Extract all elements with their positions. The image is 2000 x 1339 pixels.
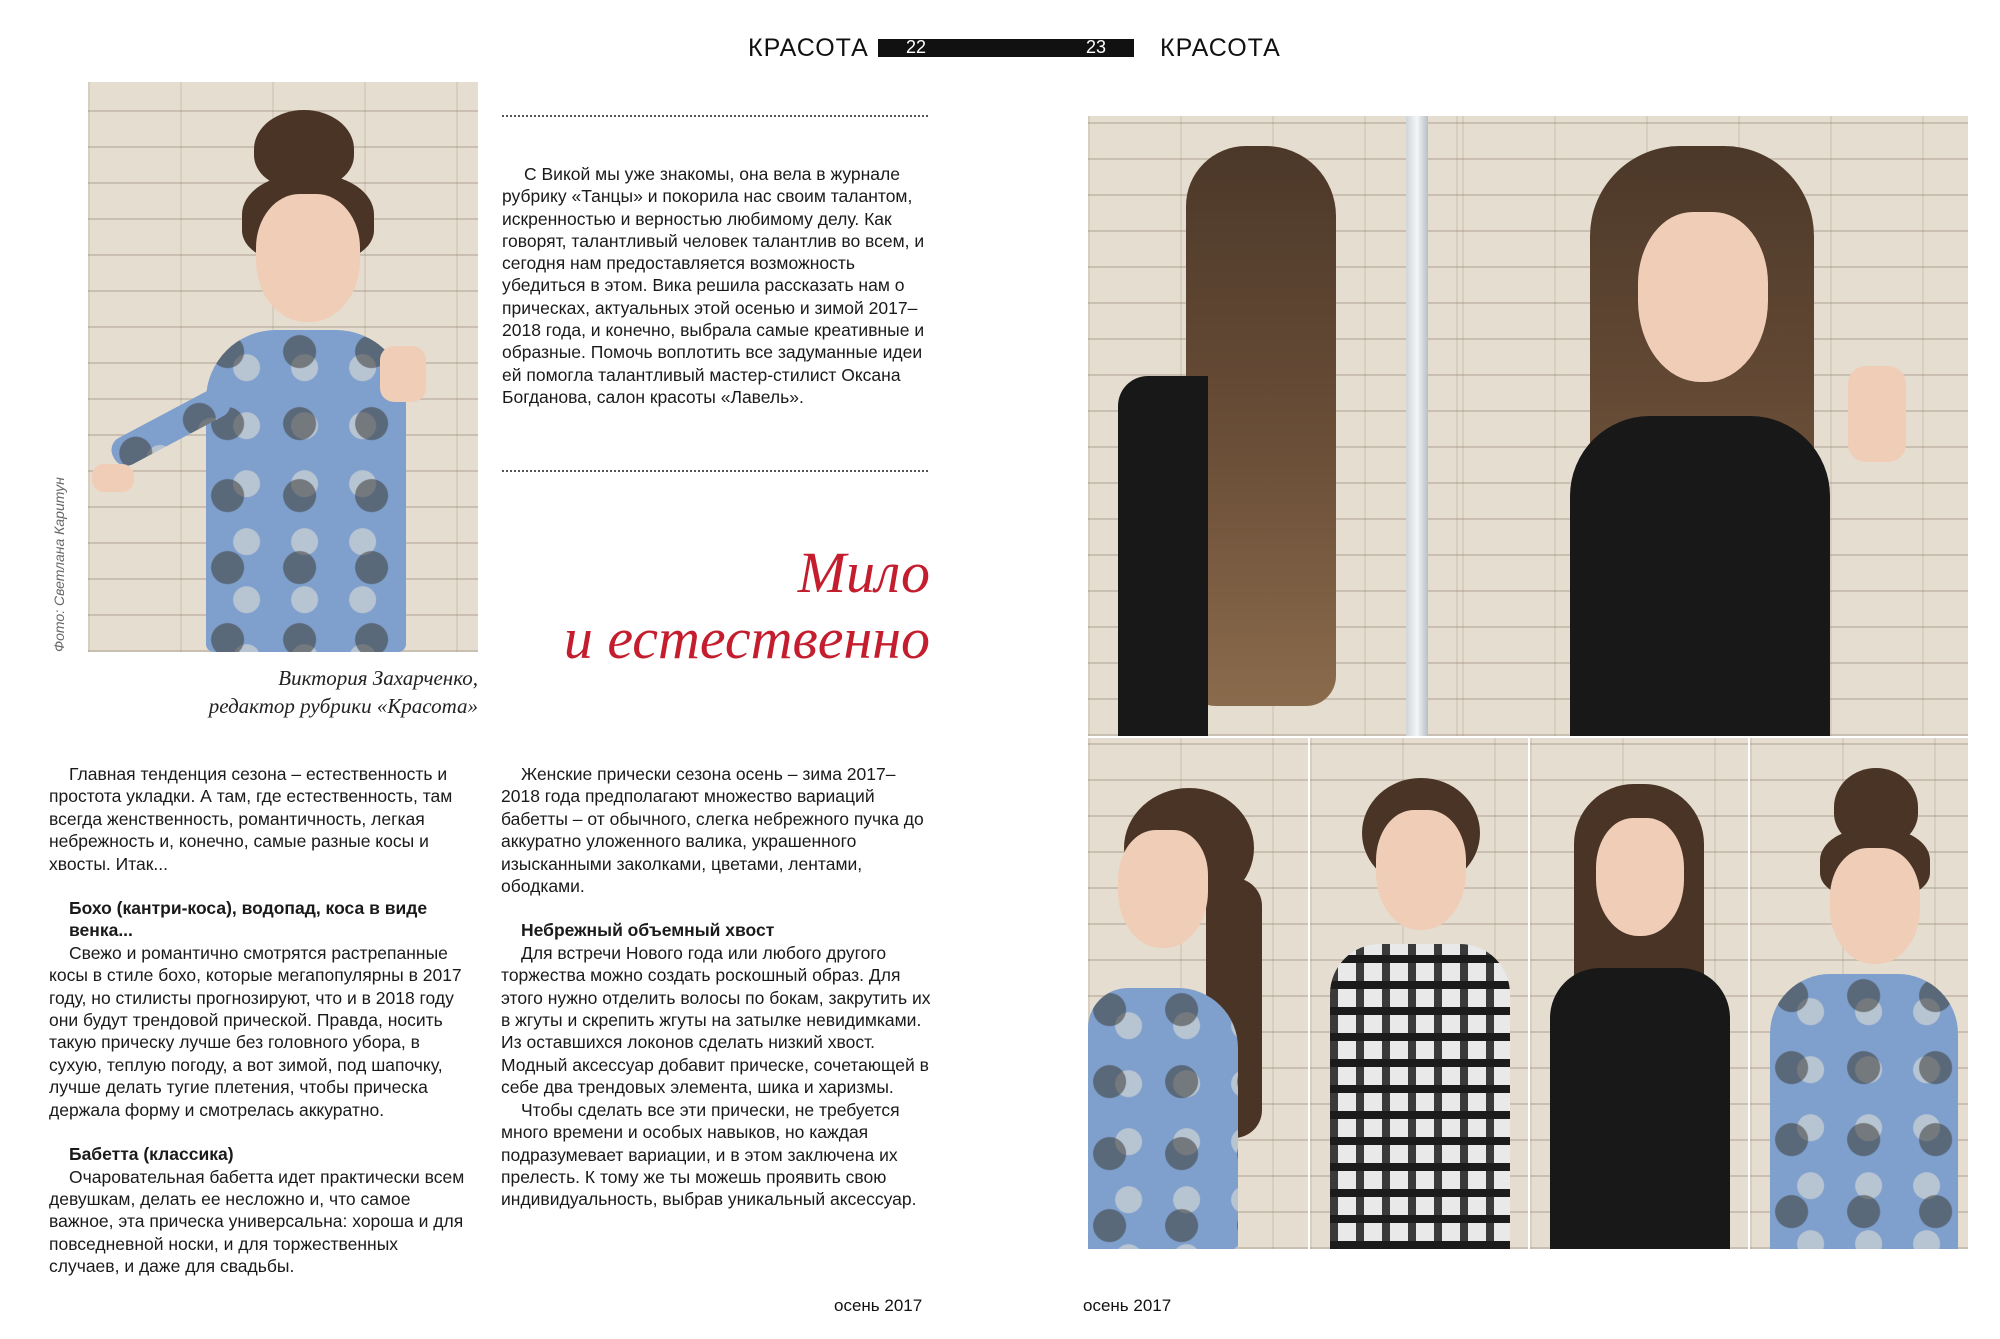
article-title <box>560 540 930 672</box>
page-number-left: 22 <box>906 37 927 57</box>
portrait-photo <box>88 82 478 652</box>
section-title-left: КРАСОТА <box>748 34 869 62</box>
section-title-right: КРАСОТА <box>1160 34 1281 62</box>
intro-paragraph: С Викой мы уже знакомы, она вела в журнале рубрику «Танцы» и покорила нас своим талантом, искренностью и верностью любимому делу. Как говорят, талантливый человек талантлив во всем, и сегодня нам предоставляется возможность убедиться в этом. Вика решила рассказать нам о прическах, актуальных этой осенью и зимой 2017–2018 года, и конечно, выбрала самые креативные и образные. Помочь воплотить все задуманные идеи ей помогла талантливый мастер-стилист Оксана Богданова, салон красоты «Лавель». <box>502 164 925 407</box>
photo-crown-braid <box>1310 738 1528 1249</box>
title-line-2: и естественно <box>563 606 930 671</box>
footer-date-right: осень 2017 <box>1083 1296 1172 1315</box>
intro-top-divider <box>502 115 928 117</box>
caption-role: редактор рубрики «Красота» <box>208 694 478 718</box>
paragraph-boho: Свежо и романтично смотрятся растрепанные косы в стиле бохо, которые мегапопулярны в 2017 году, но стилисты прогнозируют, что и в 2018 году они будут трендовой прической. Правда, носить такую прическу лучше без головного убора, в сухую, теплую погоду, а вот зимой, под шапочку, лучше делать тугие плетения, чтобы прическа держала форму и смотрелась аккуратно. <box>49 942 462 1120</box>
photo-credit: Фото: Светлана Каритун <box>51 477 67 652</box>
title-line-1: Мило <box>797 540 930 605</box>
article-column-2 <box>501 763 931 1211</box>
paragraph-babette-variations: Женские прически сезона осень – зима 2017–2018 года предполагают множество вариаций бабетты – от обычного, слегка небрежного пучка до аккуратно уложенного валика, украшенного изысканными заколками, цветами, лентами, ободками. <box>501 764 924 897</box>
paragraph-babette: Очаровательная бабетта идет практически всем девушкам, делать ее несложно и, что самое важное, эта прическа универсальна: хороша и для повседневной носки, и для торжественных случаев, и даже для свадьбы. <box>49 1166 465 1277</box>
paragraph-ponytail: Для встречи Нового года или любого другого торжества можно создать роскошный образ. Для этого нужно отделить волосы по бокам, закрутить их в жгуты и скрепить жгуты на затылке невидимками. Из оставшихся локонов сделать низкий хвост. Модный аксессуар добавит прическе, сочетающей в себе два трендовых элемента, шика и харизмы. <box>501 942 931 1098</box>
subheading-boho: Бохо (кантри-коса), водопад, коса в виде венка... <box>69 898 428 941</box>
subheading-babette: Бабетта (классика) <box>69 1144 234 1165</box>
intro-text <box>502 163 928 408</box>
paragraph-trend: Главная тенденция сезона – естественность и простота укладки. А там, где естественность, там всегда женственность, романтичность, легкая небрежность и, конечно, самые разные косы и хвосты. Итак... <box>49 764 453 874</box>
page-number-right: 23 <box>1086 37 1107 57</box>
photo-ponytail-profile <box>1088 738 1308 1249</box>
subheading-ponytail: Небрежный объемный хвост <box>521 920 775 941</box>
photo-waterfall-braid-back <box>1088 116 1462 736</box>
caption-name: Виктория Захарченко, <box>278 666 478 690</box>
photo-babette-updo <box>1750 738 1968 1249</box>
footer-date-left: осень 2017 <box>834 1296 923 1315</box>
photo-caption <box>148 664 478 720</box>
article-column-1 <box>49 763 473 1278</box>
intro-bottom-divider <box>502 470 928 472</box>
photo-braided-headband <box>1530 738 1748 1249</box>
photo-waterfall-braid-front <box>1462 116 1968 736</box>
paragraph-conclusion: Чтобы сделать все эти прически, не требуется много времени и особых навыков, но каждая подразумевает вариации, и в этом заключена их прелесть. К тому же ты можешь проявить свою индивидуальность, выбрав уникальный аксессуар. <box>501 1099 917 1210</box>
